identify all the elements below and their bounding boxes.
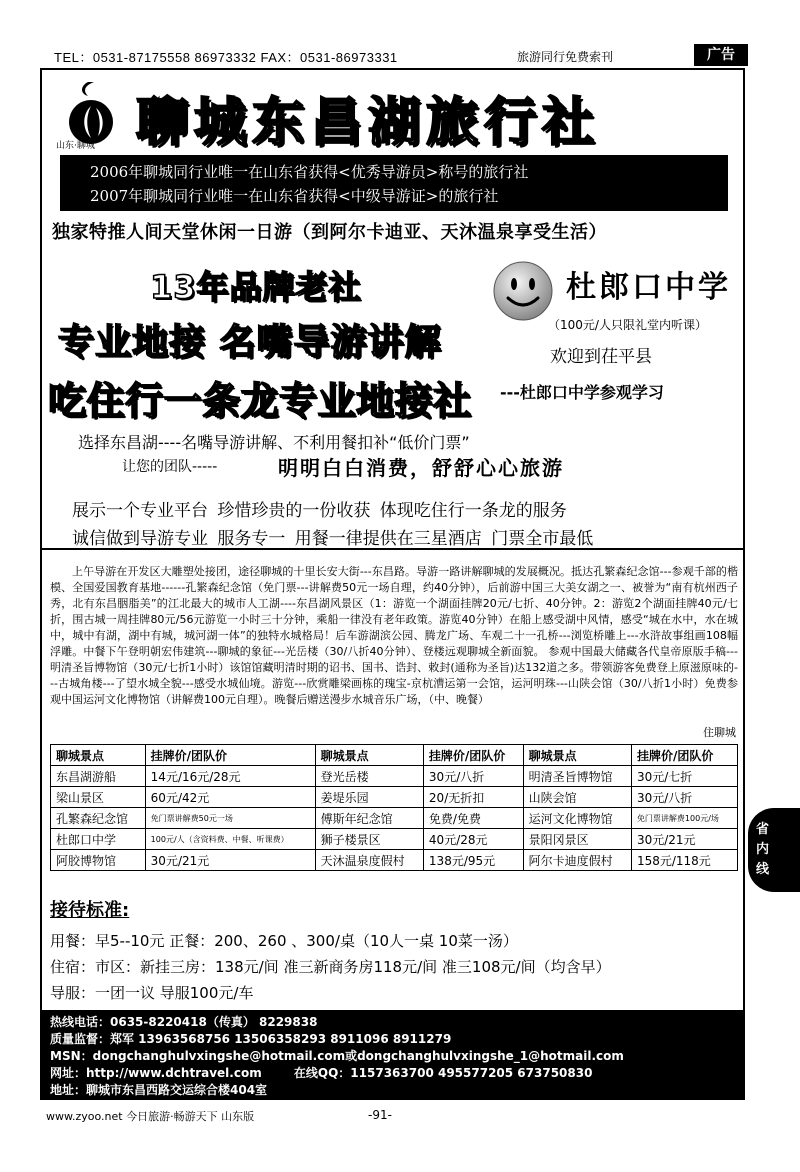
hotline: 热线电话：0635-8220418（传真） 8229838 [50, 1015, 318, 1029]
table-cell: 阿胶博物馆 [51, 850, 146, 871]
table-cell: 40元/28元 [423, 829, 523, 850]
itinerary-stay: 住聊城 [703, 726, 736, 739]
table-row [51, 766, 738, 787]
msn-contact: MSN：dongchanghulvxingshe@hotmail.com或dongchanghulvxingshe_1@hotmail.com [50, 1049, 624, 1063]
side-tab-char: 线 [756, 862, 770, 877]
table-cell: 30元/七折 [631, 766, 737, 787]
table-cell: 158元/118元 [631, 850, 737, 871]
welcome-text: 欢迎到茌平县 [550, 347, 652, 367]
slogan-guide: 专业地接 名嘴导游讲解 [58, 322, 442, 363]
table-row [51, 850, 738, 871]
table-cell: 山陕会馆 [523, 787, 631, 808]
award-line: 2007年聊城同行业唯一在山东省获得<中级导游证>的旅行社 [90, 187, 499, 205]
column-header: 聊城景点 [315, 745, 423, 766]
table-cell: 138元/95元 [423, 850, 523, 871]
table-cell: 30元/八折 [423, 766, 523, 787]
column-header: 聊城景点 [51, 745, 146, 766]
service-line: 展示一个专业平台 珍惜珍贵的一份收获 体现吃住行一条龙的服务 [72, 501, 567, 521]
top-bar [42, 44, 747, 68]
slogan-brand: 13年品牌老社 [150, 268, 362, 306]
award-line: 2006年聊城同行业唯一在山东省获得<优秀导游员>称号的旅行社 [90, 163, 529, 181]
table-cell: 免门票讲解费50元一场 [145, 808, 315, 829]
logo-caption: 山东·聊城 [56, 141, 95, 151]
table-row [51, 787, 738, 808]
website-link[interactable]: 网址：http://www.dchtravel.com [50, 1066, 262, 1080]
column-header: 挂牌价/团队价 [631, 745, 737, 766]
choose-line: 选择东昌湖----名嘴导游讲解、不利用餐扣补“低价门票” [78, 433, 470, 452]
awards-banner [60, 155, 728, 211]
table-cell: 梁山景区 [51, 787, 146, 808]
table-cell: 60元/42元 [145, 787, 315, 808]
table-cell: 20/无折扣 [423, 787, 523, 808]
price-table [50, 744, 738, 871]
table-header-row [51, 745, 738, 766]
footer-publication: www.zyoo.net 今日旅游·畅游天下 山东版 [46, 1110, 255, 1123]
table-cell: 明清圣旨博物馆 [523, 766, 631, 787]
table-cell: 运河文化博物馆 [523, 808, 631, 829]
meal-standard: 用餐：早5--10元 正餐：200、260 、300/桌（10人一桌 10菜一汤） [50, 932, 518, 950]
table-cell: 免门票讲解费100元/场 [631, 808, 737, 829]
table-cell: 傅斯年纪念馆 [315, 808, 423, 829]
table-cell: 100元/人（含资料费、中餐、听课费） [145, 829, 315, 850]
contact-info-block [40, 1010, 745, 1100]
team-emphasis: 明明白白消费，舒舒心心旅游 [278, 456, 564, 480]
column-header: 聊城景点 [523, 745, 631, 766]
table-cell: 14元/16元/28元 [145, 766, 315, 787]
contact-line: TEL：0531-87175558 86973332 FAX：0531-86973331 [54, 50, 398, 65]
table-cell: 天沐温泉度假村 [315, 850, 423, 871]
service-line: 诚信做到导游专业 服务专一 用餐一律提供在三星酒店 门票全市最低 [72, 529, 594, 549]
guide-standard: 导服：一团一议 导服100元/车 [50, 984, 254, 1002]
table-cell: 东昌湖游船 [51, 766, 146, 787]
standards-title: 接待标准: [50, 900, 130, 921]
team-prefix: 让您的团队----- [122, 459, 218, 475]
promo-headline: 独家特推人间天堂休闲一日游（到阿尔卡迪亚、天沐温泉享受生活） [52, 222, 607, 243]
table-cell: 30元/21元 [631, 829, 737, 850]
table-row [51, 808, 738, 829]
lodging-standard: 住宿：市区：新挂三房：138元/间 准三新商务房118元/间 准三108元/间（均含早） [50, 958, 611, 976]
table-row [51, 829, 738, 850]
column-header: 挂牌价/团队价 [423, 745, 523, 766]
table-cell: 孔繁森纪念馆 [51, 808, 146, 829]
visit-text: ---杜郎口中学参观学习 [500, 383, 664, 402]
column-header: 挂牌价/团队价 [145, 745, 315, 766]
address: 地址：聊城市东昌西路交运综合楼404室 [50, 1083, 268, 1097]
province-route-tab [748, 808, 800, 892]
agency-name: 聊城东昌湖旅行社 [136, 92, 601, 153]
slogan-one-stop: 吃住行一条龙专业地接社 [48, 379, 472, 423]
quality-supervision: 质量监督：郑军 13963568756 13506358293 8911096 8911279 [50, 1032, 452, 1046]
table-cell: 免费/免费 [423, 808, 523, 829]
smiley-face-icon [492, 260, 554, 322]
table-cell: 阿尔卡迪度假村 [523, 850, 631, 871]
side-tab-char: 省 [756, 822, 770, 837]
table-cell: 景阳冈景区 [523, 829, 631, 850]
table-cell: 30元/21元 [145, 850, 315, 871]
table-cell: 30元/八折 [631, 787, 737, 808]
table-cell: 狮子楼景区 [315, 829, 423, 850]
page-footer [46, 1108, 746, 1124]
page-number: -91- [368, 1108, 392, 1122]
free-copy-slogan: 旅游同行免费索刊 [517, 50, 614, 64]
itinerary-text: 上午导游在开发区大雕塑处接团，途径聊城的十里长安大街---东昌路。导游一路讲解聊城的发展概况。抵达孔繁森纪念馆---参观千部的楷模、全国爱国教育基地------孔繁森纪念馆（免门票---讲解费50元一场自理，约40分钟），后前游中国三大美女湖之一、被誉为“南有杭州西子秀，北有东昌胭脂美”的江北最大的城市人工湖----东昌湖风景区（1：游览一个湖面挂牌20元/七折、40分钟。2：游览2个湖面挂牌40元/七折，围古城一周挂牌80元/56元游览一小时三十分钟，乘船一律没有老年政策。游览40分钟）在船上感受湖中风情，感受“城在水中，水在城中，城中有湖，湖中有城，城河湖一体”的独特水城格局！后车游湖滨公园、腾龙广场、车观二十一孔桥---浏览桥雕上---水浒故事组画108幅浮雕。中餐下午登明朝宏伟建筑---聊城的象征---光岳楼（30/八折40分钟）、登楼远观聊城全新面貌。 参观中国最大储藏各代皇帝原版手稿---明清圣旨博物馆（30元/七折1小时）该馆馆藏明清时期的诏书、国书、诰封、敕封(通称为圣旨)达132道之多。带领游客免费登上原滋原味的---古城角楼---了望水城全貌---感受水城仙境。游览---欣赏雕梁画栋的瑰宝-京杭漕运第一会馆，运河明珠---山陕会馆（30/八折1小时）免费参观中国运河文化博物馆（讲解费100元自理）。晚餐后赠送漫步水城音乐广场，（中、晚餐） [50, 565, 738, 706]
table-cell: 登光岳楼 [315, 766, 423, 787]
table-cell: 杜郎口中学 [51, 829, 146, 850]
school-name: 杜郎口中学 [566, 270, 731, 305]
side-tab-char: 内 [756, 842, 770, 857]
qq-contact: 在线QQ：1157363700 495577205 673750830 [293, 1066, 593, 1080]
table-cell: 姜堤乐园 [315, 787, 423, 808]
school-price-note: （100元/人只限礼堂内听课） [548, 318, 707, 332]
ad-badge: 广告 [694, 44, 748, 66]
